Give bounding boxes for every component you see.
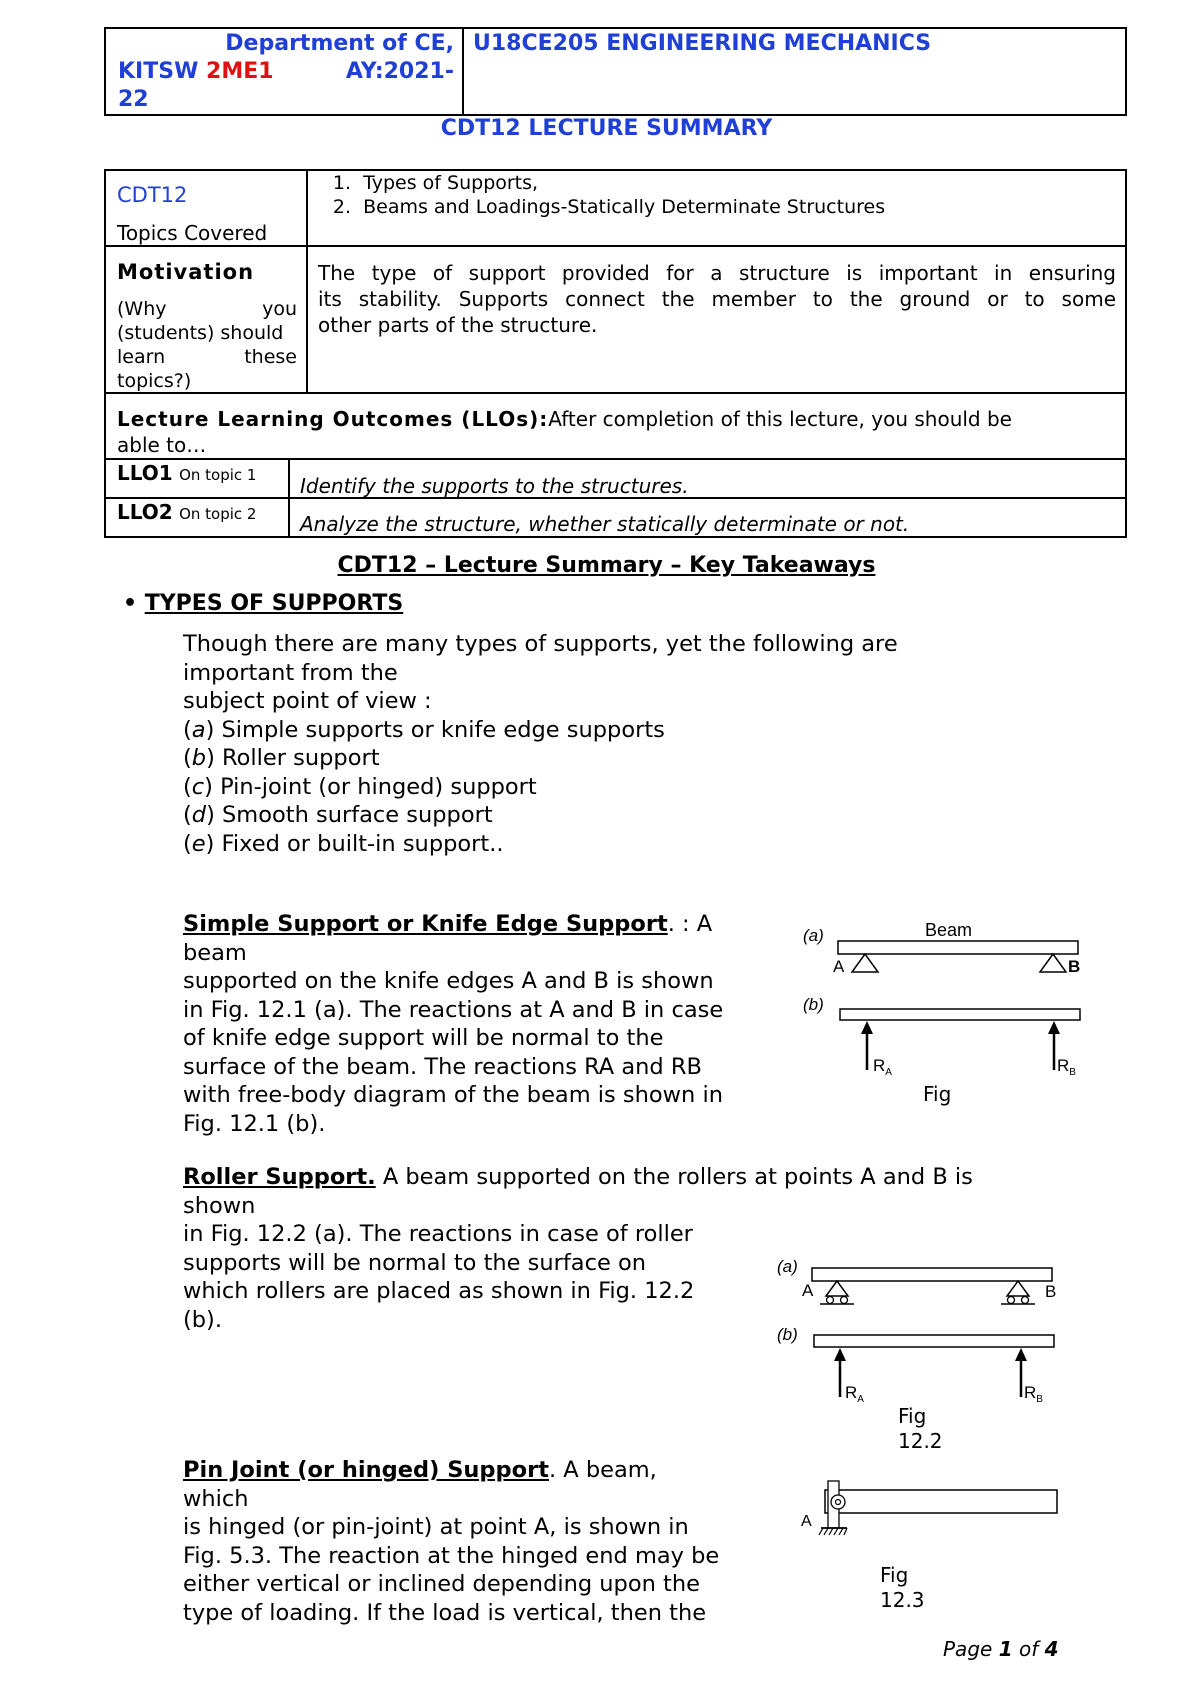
fig2-label-rb: $R_B$	[1024, 1383, 1043, 1405]
types-intro: Though there are many types of supports, yet the following are important from the subject point of view : (a) Simple supports or knife edge supports (b) Roller support (c) Pin-joint (or hinged) support (d) Smooth surface support (e) Fixed or built-in support..	[183, 631, 898, 857]
fig3-caption: Fig 12.3	[880, 1563, 925, 1612]
support-type-item: (a) Simple supports or knife edge supports	[183, 716, 665, 743]
fig2-label-A: A	[802, 1281, 814, 1300]
fig2-reaction-arrow-b	[1015, 1348, 1027, 1361]
fig2-label-a: (a)	[777, 1257, 798, 1276]
llo-text: Identify the supports to the structures.	[300, 474, 689, 498]
summary-title: CDT12 LECTURE SUMMARY	[440, 116, 773, 141]
dept-line1: Department of CE,	[225, 31, 454, 56]
topic-item: 2. Beams and Loadings-Statically Determinate Structures	[332, 196, 886, 218]
fig1-label-ra: $R_A$	[873, 1056, 892, 1078]
simple-support-section: Simple Support or Knife Edge Support. : A beam supported on the knife edges A and B is shown in Fig. 12.1 (a). The reactions at A and B in case of knife edge support will be normal to the surface of the beam. The reactions RA and RB with free-body diagram of the beam is shown in Fig. 12.1 (b).	[183, 911, 724, 1137]
fig2-reaction-arrow-a	[834, 1348, 846, 1361]
table-col-divider-top	[306, 169, 308, 394]
fig2-beam-b	[814, 1335, 1054, 1347]
fig1-beam-a	[838, 941, 1078, 954]
fig2-caption: Fig 12.2	[898, 1404, 943, 1453]
header-divider	[462, 27, 464, 116]
fig1-label-beam: Beam	[925, 920, 973, 940]
fig3-label-A: A	[801, 1513, 812, 1530]
fig2-label-B: B	[1045, 1282, 1057, 1301]
fig1-knife-edge-b	[1040, 954, 1066, 972]
fig1-caption: Fig	[923, 1082, 952, 1106]
course-title: U18CE205 ENGINEERING MECHANICS	[473, 31, 932, 56]
fig3-beam	[825, 1490, 1057, 1513]
fig1-label-B: B	[1068, 957, 1081, 976]
fig1-knife-edge-a	[852, 954, 878, 972]
fig2-beam-a	[812, 1268, 1052, 1281]
fig1-beam-b	[840, 1009, 1080, 1020]
simple-support-heading: Simple Support or Knife Edge Support	[183, 911, 668, 937]
llo-heading: Lecture Learning Outcomes (LLOs):After completion of this lecture, you should be able to…	[117, 407, 1012, 457]
llo-text: Analyze the structure, whether statically determinate or not.	[300, 512, 910, 536]
dept-class: 2ME1	[206, 59, 274, 84]
fig2-roller-a	[820, 1281, 854, 1304]
roller-support-section: Roller Support. A beam supported on the rollers at points A and B is shown in Fig. 12.2 (a). The reactions in case of roller supports will be normal to the surface on which rollers are placed as shown in Fig. 12.2 (b).	[183, 1164, 973, 1333]
topic-item: 1. Types of Supports,	[332, 172, 539, 194]
fig1-reaction-arrow-b	[1048, 1021, 1060, 1034]
topics-label: Topics Covered	[117, 221, 268, 245]
support-type-item: (c) Pin-joint (or hinged) support	[183, 773, 537, 800]
fig1-label-A: A	[833, 957, 845, 976]
key-takeaways-title: CDT12 – Lecture Summary – Key Takeaways	[337, 553, 876, 578]
fig2-roller-b	[1001, 1281, 1035, 1304]
topics-code: CDT12	[117, 183, 188, 207]
dept-ay: AY:2021-	[345, 59, 454, 84]
fig3-pin	[831, 1495, 845, 1509]
motivation-text: The type of support provided for a structure is important in ensuring its stability. Supports connect the member to the ground or to some other parts of the structure.	[318, 261, 1116, 337]
page-number: Page 1 of 4	[943, 1637, 1059, 1661]
fig1-label-rb: $R_B$	[1057, 1056, 1076, 1078]
dept-kitsw: KITSW	[118, 59, 199, 84]
support-type-item: (e) Fixed or built-in support..	[183, 830, 504, 857]
topics-list	[332, 171, 886, 219]
motivation-why: (Why you (students) should learn these topics?)	[117, 298, 297, 392]
fig1-label-a: (a)	[803, 926, 824, 945]
fig-pin-support	[795, 1475, 1070, 1555]
fig-simple-support	[795, 918, 1095, 1093]
dept-year: 22	[118, 87, 149, 112]
pin-support-section: Pin Joint (or hinged) Support. A beam, which is hinged (or pin-joint) at point A, is shown in Fig. 5.3. The reaction at the hinged end may be either vertical or inclined depending upon the type of loading. If the load is vertical, then the	[183, 1457, 720, 1626]
table-row-divider-3	[104, 458, 1127, 460]
llo-row: LLO2 On topic 2	[117, 500, 257, 524]
table-col-divider-llo	[288, 458, 290, 538]
roller-support-heading: Roller Support.	[183, 1164, 376, 1190]
support-type-item: (d) Smooth surface support	[183, 802, 493, 828]
types-heading: • TYPES OF SUPPORTS	[123, 591, 404, 616]
fig1-label-b: (b)	[803, 995, 824, 1014]
table-row-divider-1	[104, 245, 1127, 247]
fig-roller-support	[770, 1255, 1080, 1415]
fig1-reaction-arrow-a	[861, 1021, 873, 1034]
pin-support-heading: Pin Joint (or hinged) Support	[183, 1457, 549, 1483]
support-type-item: (b) Roller support	[183, 745, 380, 771]
motivation-label: Motivation	[117, 260, 255, 284]
fig3-ground-hatch	[819, 1528, 847, 1535]
fig2-label-ra: $R_A$	[845, 1383, 864, 1405]
department-info	[118, 30, 454, 114]
llo-row: LLO1 On topic 1	[117, 461, 257, 485]
fig2-label-b: (b)	[777, 1325, 798, 1344]
